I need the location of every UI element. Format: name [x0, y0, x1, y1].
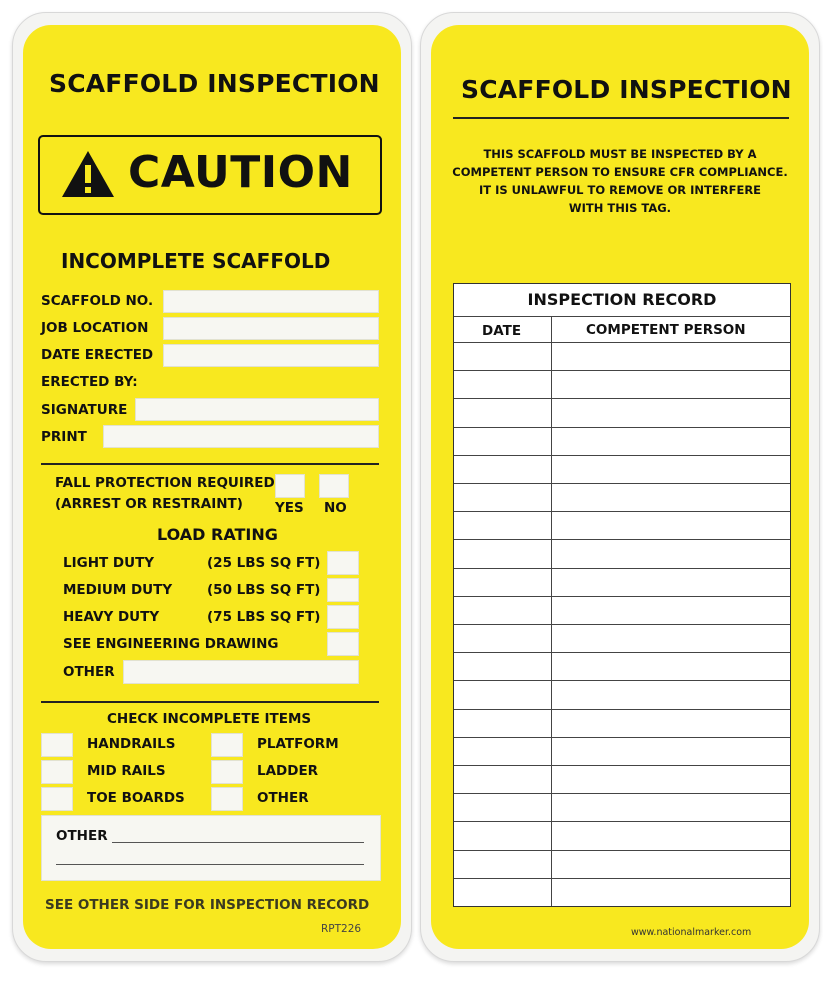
table-row[interactable] [454, 793, 790, 821]
ladder-checkbox[interactable] [211, 760, 243, 784]
light-duty-checkbox[interactable] [327, 551, 359, 575]
yes-label: YES [275, 500, 304, 516]
incomplete-item-label: PLATFORM [257, 736, 339, 752]
front-tag [12, 12, 412, 962]
table-row[interactable] [454, 455, 790, 483]
table-row[interactable] [454, 483, 790, 511]
print-label: PRINT [41, 429, 87, 445]
front-tag-face [23, 25, 401, 949]
table-row[interactable] [454, 596, 790, 624]
caution-label: CAUTION [128, 147, 353, 198]
table-row[interactable] [454, 850, 790, 878]
back-title-rule [453, 117, 789, 119]
fall-protection-sublabel: (ARREST OR RESTRAINT) [55, 496, 243, 512]
table-row[interactable] [454, 370, 790, 398]
other-notes-line-2 [56, 864, 364, 865]
incomplete-scaffold-heading: INCOMPLETE SCAFFOLD [61, 249, 331, 273]
platform-checkbox[interactable] [211, 733, 243, 757]
other-notes-line-1 [112, 842, 364, 843]
signature-field[interactable] [135, 398, 379, 421]
warning-triangle-icon [60, 149, 116, 199]
scaffold-no-label: SCAFFOLD NO. [41, 293, 154, 309]
notice-line: THIS SCAFFOLD MUST BE INSPECTED BY A [483, 147, 757, 161]
front-title: SCAFFOLD INSPECTION [49, 69, 380, 98]
medium-duty-checkbox[interactable] [327, 578, 359, 602]
table-row[interactable] [454, 398, 790, 426]
incomplete-item-label: TOE BOARDS [87, 790, 185, 806]
job-location-label: JOB LOCATION [41, 320, 149, 336]
table-row[interactable] [454, 765, 790, 793]
other-notes-box[interactable] [41, 815, 381, 881]
incomplete-item-label: OTHER [257, 790, 309, 806]
no-label: NO [324, 500, 347, 516]
load-rating-heading: LOAD RATING [157, 525, 278, 544]
back-title: SCAFFOLD INSPECTION [461, 75, 792, 104]
engineering-drawing-checkbox[interactable] [327, 632, 359, 656]
product-code: RPT226 [321, 923, 362, 935]
table-row[interactable] [454, 737, 790, 765]
table-row[interactable] [454, 680, 790, 708]
load-item-value: (50 LBS SQ FT) [207, 582, 321, 598]
mid-rails-checkbox[interactable] [41, 760, 73, 784]
job-location-field[interactable] [163, 317, 379, 340]
fall-protection-label: FALL PROTECTION REQUIRED [55, 475, 275, 491]
table-row[interactable] [454, 568, 790, 596]
load-item-label: LIGHT DUTY [63, 555, 155, 571]
table-row[interactable] [454, 652, 790, 680]
notice-text [431, 145, 809, 217]
inspection-record-table [453, 283, 791, 907]
table-row[interactable] [454, 427, 790, 455]
table-row[interactable] [454, 342, 790, 370]
date-erected-field[interactable] [163, 344, 379, 367]
date-erected-label: DATE ERECTED [41, 347, 154, 363]
other-notes-label: OTHER [56, 828, 108, 844]
other-checkbox[interactable] [211, 787, 243, 811]
back-tag-face [431, 25, 809, 949]
table-row[interactable] [454, 821, 790, 849]
date-column-header: DATE [482, 323, 522, 339]
notice-line: WITH THIS TAG. [568, 201, 672, 215]
erected-by-label: ERECTED BY: [41, 374, 138, 390]
toe-boards-checkbox[interactable] [41, 787, 73, 811]
title-separator [454, 316, 790, 317]
check-incomplete-heading: CHECK INCOMPLETE ITEMS [107, 711, 312, 727]
table-row[interactable] [454, 878, 790, 906]
incomplete-item-label: HANDRAILS [87, 736, 176, 752]
fall-protection-yes-checkbox[interactable] [275, 474, 305, 498]
heavy-duty-checkbox[interactable] [327, 605, 359, 629]
table-row[interactable] [454, 709, 790, 737]
website: www.nationalmarker.com [631, 927, 752, 938]
inspection-record-title: INSPECTION RECORD [527, 290, 717, 309]
notice-line: IT IS UNLAWFUL TO REMOVE OR INTERFERE [478, 183, 762, 197]
divider-1 [41, 463, 379, 465]
competent-person-column-header: COMPETENT PERSON [586, 322, 746, 338]
load-item-label: MEDIUM DUTY [63, 582, 173, 598]
signature-label: SIGNATURE [41, 402, 128, 418]
table-row[interactable] [454, 511, 790, 539]
incomplete-item-label: MID RAILS [87, 763, 166, 779]
load-other-label: OTHER [63, 664, 115, 680]
load-item-value: (75 LBS SQ FT) [207, 609, 321, 625]
fall-protection-no-checkbox[interactable] [319, 474, 349, 498]
divider-2 [41, 701, 379, 703]
caution-box [38, 135, 382, 215]
load-other-field[interactable] [123, 660, 359, 684]
table-row[interactable] [454, 624, 790, 652]
load-item-label: HEAVY DUTY [63, 609, 160, 625]
notice-line: COMPETENT PERSON TO ENSURE CFR COMPLIANCE. [452, 165, 788, 179]
handrails-checkbox[interactable] [41, 733, 73, 757]
scaffold-no-field[interactable] [163, 290, 379, 313]
front-footer: SEE OTHER SIDE FOR INSPECTION RECORD [45, 897, 370, 913]
incomplete-item-label: LADDER [257, 763, 319, 779]
back-tag [420, 12, 820, 962]
load-item-value: (25 LBS SQ FT) [207, 555, 321, 571]
print-field[interactable] [103, 425, 379, 448]
table-row[interactable] [454, 539, 790, 567]
load-item-label: SEE ENGINEERING DRAWING [63, 636, 279, 652]
